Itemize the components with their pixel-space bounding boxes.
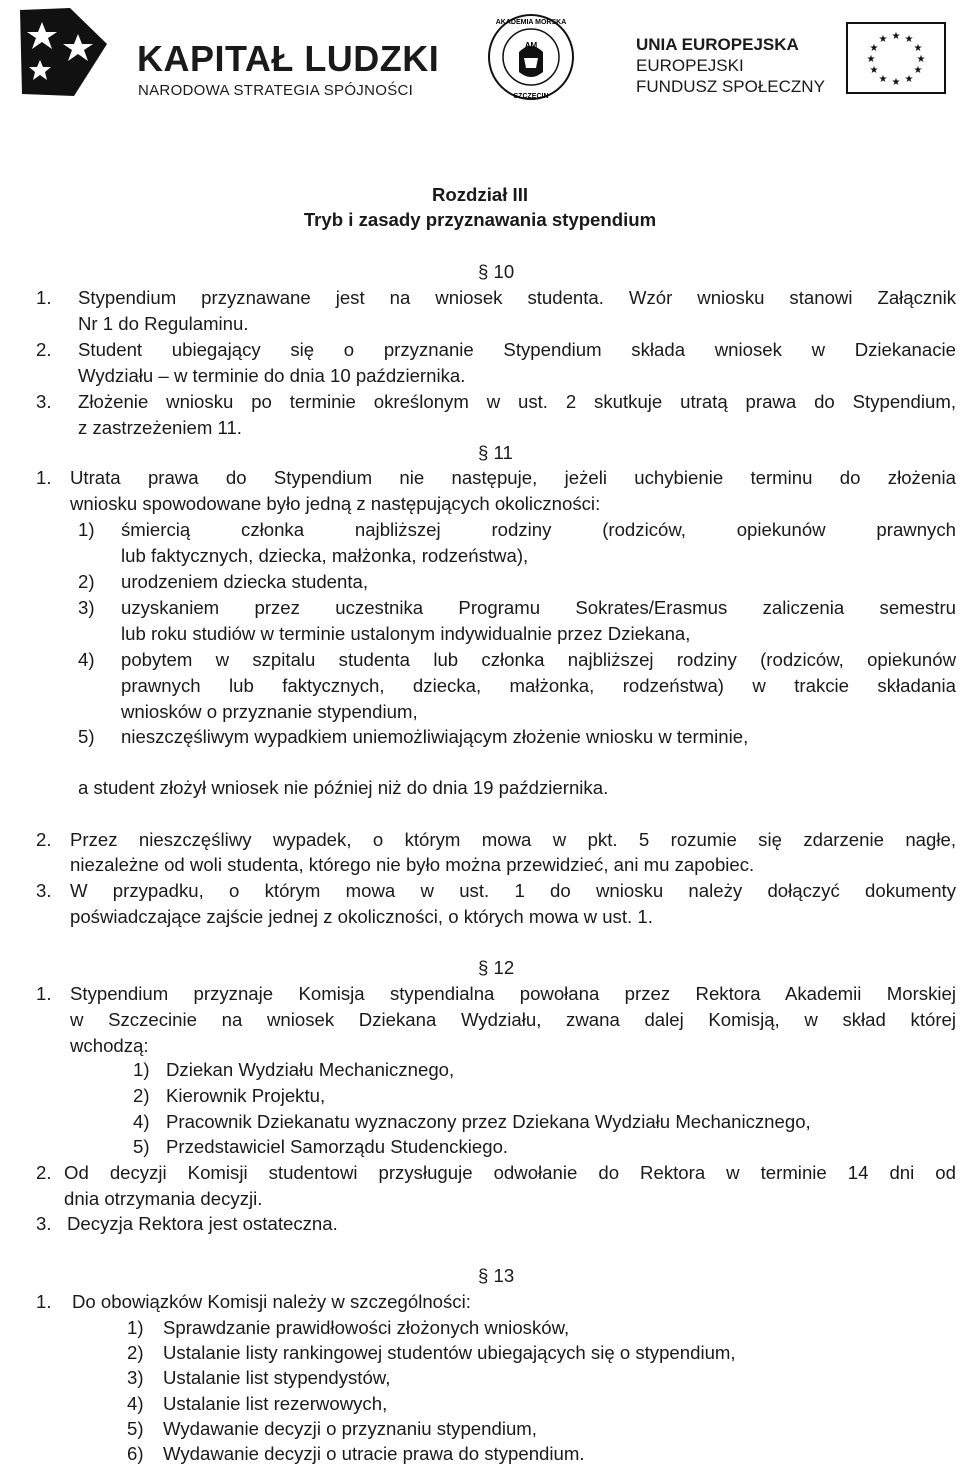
s10-p3-number: 3.: [36, 391, 52, 412]
s12-i5-number: 5): [133, 1136, 150, 1157]
s13-p1-number: 1.: [36, 1291, 52, 1312]
kapital-ludzki-stars-icon: [12, 4, 122, 100]
s13-i3-number: 3): [127, 1367, 144, 1388]
s13-i6-number: 6): [127, 1443, 144, 1464]
kapital-ludzki-subtitle: NARODOWA STRATEGIA SPÓJNOŚCI: [138, 82, 414, 99]
akademia-morska-seal-icon: [486, 12, 576, 102]
s11-i4-line3: wniosków o przyznanie stypendium,: [121, 701, 418, 722]
section-11-heading: § 11: [478, 442, 513, 463]
svg-text:★: ★: [891, 77, 901, 88]
chapter-title: Rozdział III: [431, 184, 529, 205]
s13-i6-text: Wydawanie decyzji o utracie prawa do stypendium.: [163, 1443, 585, 1464]
ue-line1: UNIA EUROPEJSKA: [636, 35, 799, 54]
s11-p3-line1: W przypadku, o którym mowa w ust. 1 do wniosku należy dołączyć dokumenty: [70, 880, 956, 901]
s11-p2-line1: Przez nieszczęśliwy wypadek, o którym mowa w pkt. 5 rozumie się zdarzenie nagłe,: [70, 829, 956, 850]
s11-i3-number: 3): [78, 597, 95, 618]
s11-i1-line1: śmiercią członka najbliższej rodziny (rodziców, opiekunów prawnych: [121, 519, 956, 540]
s10-p3-line1: Złożenie wniosku po terminie określonym w ust. 2 skutkuje utratą prawa do Stypendium,: [78, 391, 956, 412]
svg-text:★: ★: [904, 34, 914, 45]
kapital-ludzki-logo: [12, 4, 440, 100]
s11-i3-line2: lub roku studiów w terminie ustalonym indywidualnie przez Dziekana,: [121, 623, 691, 644]
s10-p2-number: 2.: [36, 339, 52, 360]
s12-i1-number: 1): [133, 1059, 150, 1080]
akademia-morska-logo: [486, 12, 576, 102]
s11-p3-number: 3.: [36, 880, 52, 901]
s12-p3-number: 3.: [36, 1213, 52, 1234]
s11-i2-line1: urodzeniem dziecka studenta,: [121, 571, 369, 592]
s11-i1-number: 1): [78, 519, 95, 540]
s12-p2-line2: dnia otrzymania decyzji.: [64, 1188, 263, 1209]
s12-p2-line1: Od decyzji Komisji studentowi przysługuje odwołanie do Rektora w terminie 14 dni od: [64, 1162, 956, 1183]
s12-p1-line2: w Szczecinie na wniosek Dziekana Wydziału, zwana dalej Komisją, w skład której: [70, 1009, 956, 1030]
s10-p3-line2: z zastrzeżeniem 11.: [78, 417, 242, 438]
s12-i2-number: 2): [133, 1085, 150, 1106]
s13-i4-number: 4): [127, 1393, 144, 1414]
section-10-heading: § 10: [478, 261, 515, 282]
s12-i5-text: Przedstawiciel Samorządu Studenckiego.: [166, 1136, 509, 1157]
am-letters: AM: [524, 41, 538, 50]
s11-i5-line1: nieszczęśliwym wypadkiem uniemożliwiającym złożenie wniosku w terminie,: [121, 726, 749, 747]
s13-i2-number: 2): [127, 1342, 144, 1363]
svg-text:★: ★: [878, 34, 888, 45]
s11-p1-line1: Utrata prawa do Stypendium nie następuje, jeżeli uchybienie terminu do złożenia: [70, 467, 956, 488]
svg-text:★: ★: [904, 74, 914, 85]
svg-text:★: ★: [913, 43, 923, 54]
s11-p2-line2: niezależne od woli studenta, którego nie było można przewidzieć, ani mu zapobiec.: [70, 854, 755, 875]
s13-p1-text: Do obowiązków Komisji należy w szczególności:: [72, 1291, 471, 1312]
s12-i2-text: Kierownik Projektu,: [166, 1085, 326, 1106]
s11-p3-line2: poświadczające zajście jednej z okoliczności, o których mowa w ust. 1.: [70, 906, 653, 927]
svg-text:★: ★: [913, 65, 923, 76]
s13-i5-text: Wydawanie decyzji o przyznaniu stypendium,: [163, 1418, 537, 1439]
s12-i1-text: Dziekan Wydziału Mechanicznego,: [166, 1059, 455, 1080]
svg-text:★: ★: [869, 65, 879, 76]
s11-p1-number: 1.: [36, 467, 52, 488]
section-13-heading: § 13: [478, 1265, 515, 1286]
s11-i1-line2: lub faktycznych, dziecka, małżonka, rodzeństwa),: [121, 545, 529, 566]
s12-i4-number: 4): [133, 1111, 150, 1132]
ue-text: [636, 34, 825, 97]
s10-p1-line1: Stypendium przyznawane jest na wniosek studenta. Wzór wniosku stanowi Załącznik: [78, 287, 956, 308]
ue-line3: FUNDUSZ SPOŁECZNY: [636, 77, 825, 96]
s13-i3-text: Ustalanie list stypendystów,: [163, 1367, 391, 1388]
s12-i4-text: Pracownik Dziekanatu wyznaczony przez Dziekana Wydziału Mechanicznego,: [166, 1111, 811, 1132]
svg-text:★: ★: [866, 54, 876, 65]
svg-text:★: ★: [916, 54, 926, 65]
unia-europejska-logo: [636, 22, 956, 102]
s10-p1-number: 1.: [36, 287, 52, 308]
section-12-heading: § 12: [478, 957, 515, 978]
s10-p2-line1: Student ubiegający się o przyznanie Stypendium składa wniosek w Dziekanacie: [78, 339, 956, 360]
s11-i5-number: 5): [78, 726, 95, 747]
eu-flag-icon: [846, 22, 946, 94]
ue-line2: EUROPEJSKI: [636, 56, 744, 75]
s11-p2-number: 2.: [36, 829, 52, 850]
s11-p1-line2: wniosku spowodowane było jedną z następujących okoliczności:: [70, 493, 601, 514]
s13-i1-number: 1): [127, 1317, 144, 1338]
s10-p1-line2: Nr 1 do Regulaminu.: [78, 313, 249, 334]
kapital-ludzki-title: KAPITAŁ LUDZKI: [137, 38, 440, 79]
s11-i4-number: 4): [78, 649, 95, 670]
svg-text:SZCZECIN: SZCZECIN: [513, 93, 549, 100]
s13-i5-number: 5): [127, 1418, 144, 1439]
s12-p3-text: Decyzja Rektora jest ostateczna.: [67, 1213, 338, 1234]
s11-tail: a student złożył wniosek nie później niż do dnia 19 października.: [78, 777, 609, 798]
s12-p1-number: 1.: [36, 983, 52, 1004]
s12-p1-line3: wchodzą:: [70, 1035, 149, 1056]
s11-i2-number: 2): [78, 571, 95, 592]
svg-text:AKADEMIA MORSKA: AKADEMIA MORSKA: [495, 19, 567, 26]
chapter-subtitle: Tryb i zasady przyznawania stypendium: [303, 209, 657, 230]
s12-p2-number: 2.: [36, 1162, 52, 1183]
s11-i4-line2: prawnych lub faktycznych, dziecka, małżonka, rodzeństwa) w trakcie składania: [121, 675, 956, 696]
s12-p1-line1: Stypendium przyznaje Komisja stypendialna powołana przez Rektora Akademii Morskiej: [70, 983, 956, 1004]
page-header: [0, 0, 960, 110]
svg-text:★: ★: [891, 31, 901, 42]
s11-i4-line1: pobytem w szpitalu studenta lub członka najbliższej rodziny (rodziców, opiekunów: [121, 649, 956, 670]
s13-i2-text: Ustalanie listy rankingowej studentów ubiegających się o stypendium,: [163, 1342, 736, 1363]
s11-i3-line1: uzyskaniem przez uczestnika Programu Sokrates/Erasmus zaliczenia semestru: [121, 597, 956, 618]
s10-p2-line2: Wydziału – w terminie do dnia 10 października.: [78, 365, 466, 386]
s13-i4-text: Ustalanie list rezerwowych,: [163, 1393, 388, 1414]
svg-text:★: ★: [869, 43, 879, 54]
svg-text:★: ★: [878, 74, 888, 85]
s13-i1-text: Sprawdzanie prawidłowości złożonych wniosków,: [163, 1317, 570, 1338]
